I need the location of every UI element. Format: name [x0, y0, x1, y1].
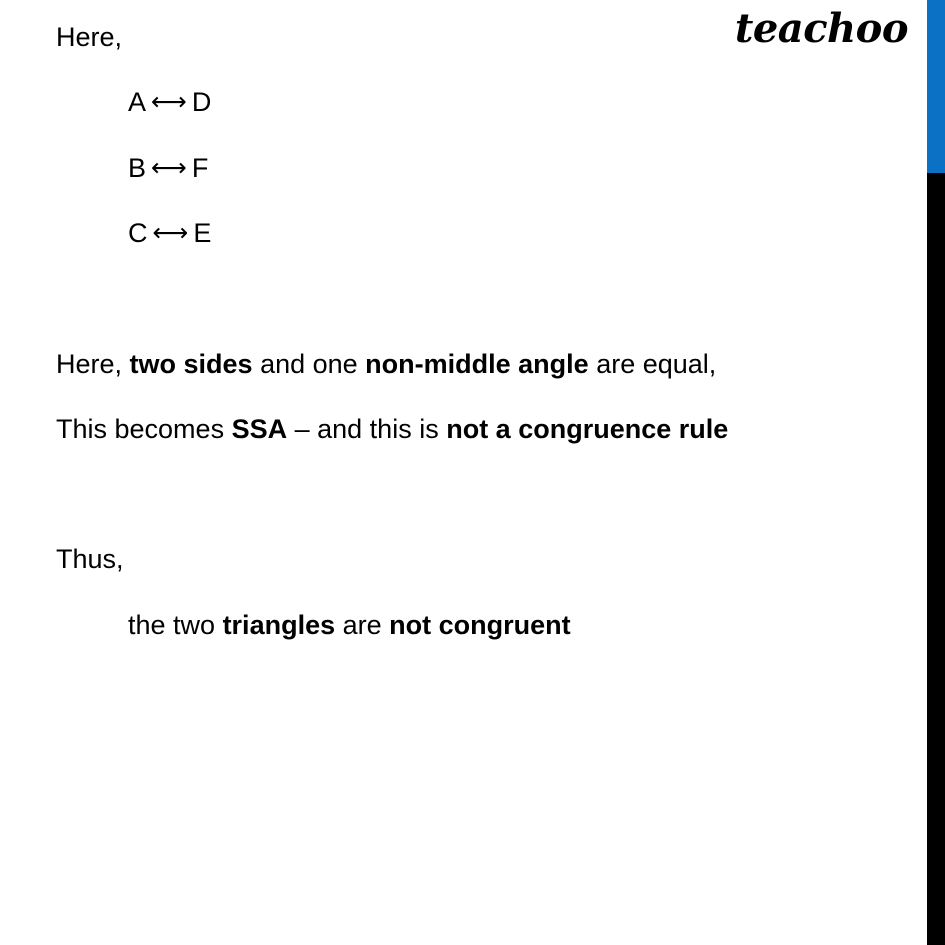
observation-text-2: and one	[252, 349, 366, 379]
intro-label: Here,	[56, 22, 123, 52]
double-arrow-icon: ⟷	[151, 153, 187, 182]
correspondence-left-3: C	[128, 218, 148, 248]
right-edge-accent-bar-blue	[927, 0, 945, 173]
double-arrow-icon: ⟷	[152, 218, 189, 247]
correspondence-left-2: B	[128, 153, 147, 183]
teachoo-logo: teachoo	[734, 5, 908, 52]
observation-text-3: are equal,	[588, 349, 717, 379]
right-edge-accent-bar-black	[927, 173, 945, 945]
observation-line	[56, 350, 716, 380]
correspondence-right-1: D	[191, 87, 212, 117]
observation-text-1: Here,	[56, 349, 130, 379]
conclusion-line	[128, 611, 571, 641]
rule-bold-not-a-congruence-rule: not a congruence rule	[446, 414, 729, 444]
correspondence-right-2: F	[191, 153, 209, 183]
rule-bold-ssa: SSA	[231, 414, 288, 444]
correspondence-row-3	[128, 219, 211, 249]
rule-line	[56, 415, 728, 445]
correspondence-row-1	[128, 88, 211, 118]
observation-bold-non-middle-angle: non-middle angle	[365, 349, 589, 379]
conclusion-text-1: the two	[128, 610, 223, 640]
rule-text-2: – and this is	[287, 414, 447, 444]
double-arrow-icon: ⟷	[151, 87, 187, 116]
conclusion-bold-triangles: triangles	[222, 610, 336, 640]
conclusion-bold-not-congruent: not congruent	[389, 610, 571, 640]
correspondence-row-2	[128, 154, 208, 184]
correspondence-left-1: A	[128, 87, 147, 117]
rule-text-1: This becomes	[56, 414, 232, 444]
conclusion-text-2: are	[335, 610, 390, 640]
correspondence-right-3: E	[193, 218, 212, 248]
thus-label: Thus,	[56, 544, 124, 574]
observation-bold-two-sides: two sides	[129, 349, 253, 379]
